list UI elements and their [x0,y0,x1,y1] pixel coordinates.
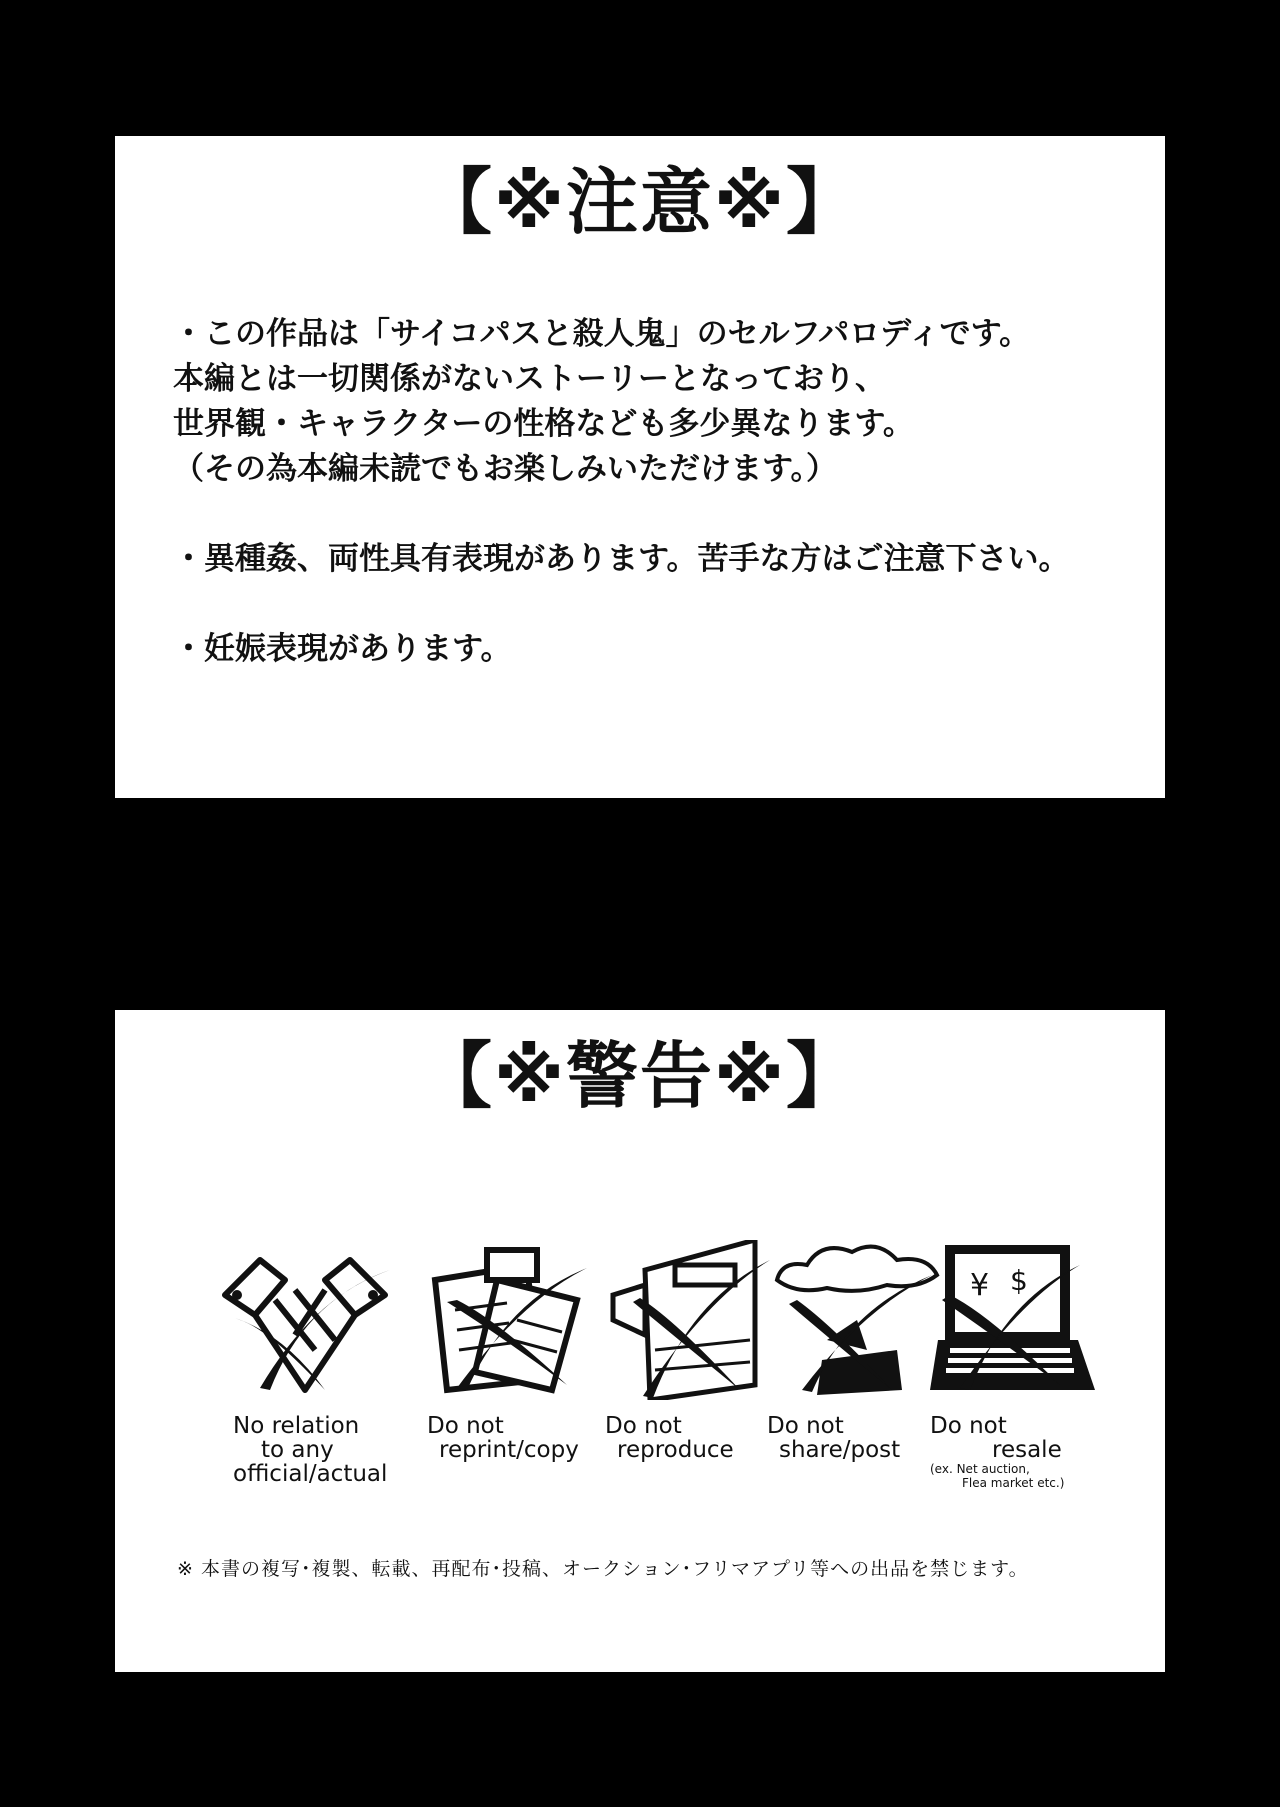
prohibition-icons [115,1240,1165,1560]
icon-caption [427,1414,607,1462]
warning-panel [115,1010,1165,1672]
notice-panel [115,136,1165,798]
icon-item-no-reproduce [605,1240,785,1462]
icon-item-no-share [767,1240,947,1462]
caption-line: to any [261,1437,334,1463]
no-reproduce-icon [605,1240,785,1400]
icon-item-no-reprint [427,1240,607,1462]
icon-caption [215,1414,395,1486]
caption-line: resale [992,1437,1062,1463]
svg-text:¥: ¥ [970,1268,990,1303]
caption-line: No relation [233,1413,360,1439]
no-reprint-icon [427,1240,607,1400]
caption-line: share/post [779,1437,901,1463]
icon-caption [930,1414,1110,1490]
caption-line: reprint/copy [439,1437,579,1463]
no-share-icon [767,1240,947,1400]
caption-line: Do not [605,1413,682,1439]
icon-caption [767,1414,947,1462]
svg-text:$: $ [1010,1264,1028,1297]
caption-line: official/actual [233,1461,388,1487]
icon-item-no-resale [930,1240,1110,1490]
no-resale-icon [930,1240,1110,1400]
warning-heading: 【※警告※】 [420,1034,860,1118]
no-relation-icon [215,1240,395,1400]
warning-footer: ※ 本書の複写･複製、転載、再配布･投稿、オークション･フリマアプリ等への出品を禁じます。 [177,1558,1029,1580]
notice-heading: 【※注意※】 [420,160,860,244]
icon-caption [605,1414,785,1462]
notice-body [173,312,1143,672]
spacer [173,582,1143,627]
caption-note: (ex. Net auction, [930,1462,1030,1476]
notice-line: ・異種姦、両性具有表現があります。苦手な方はご注意下さい。 [173,541,1070,577]
notice-line: ・この作品は「サイコパスと殺人鬼」のセルフパロディです。 [173,316,1031,352]
icon-item-no-relation [215,1240,395,1486]
notice-line: 世界観・キャラクターの性格なども多少異なります。 [173,406,914,442]
caption-note: Flea market etc.) [962,1476,1065,1490]
spacer [173,492,1143,537]
caption-line: reproduce [617,1437,734,1463]
caption-line: Do not [767,1413,844,1439]
caption-line: Do not [427,1413,504,1439]
caption-line: Do not [930,1413,1007,1439]
notice-line: （その為本編未読でもお楽しみいただけます。） [173,451,838,487]
notice-line: ・妊娠表現があります。 [173,631,512,667]
notice-line: 本編とは一切関係がないストーリーとなっており、 [173,361,886,397]
